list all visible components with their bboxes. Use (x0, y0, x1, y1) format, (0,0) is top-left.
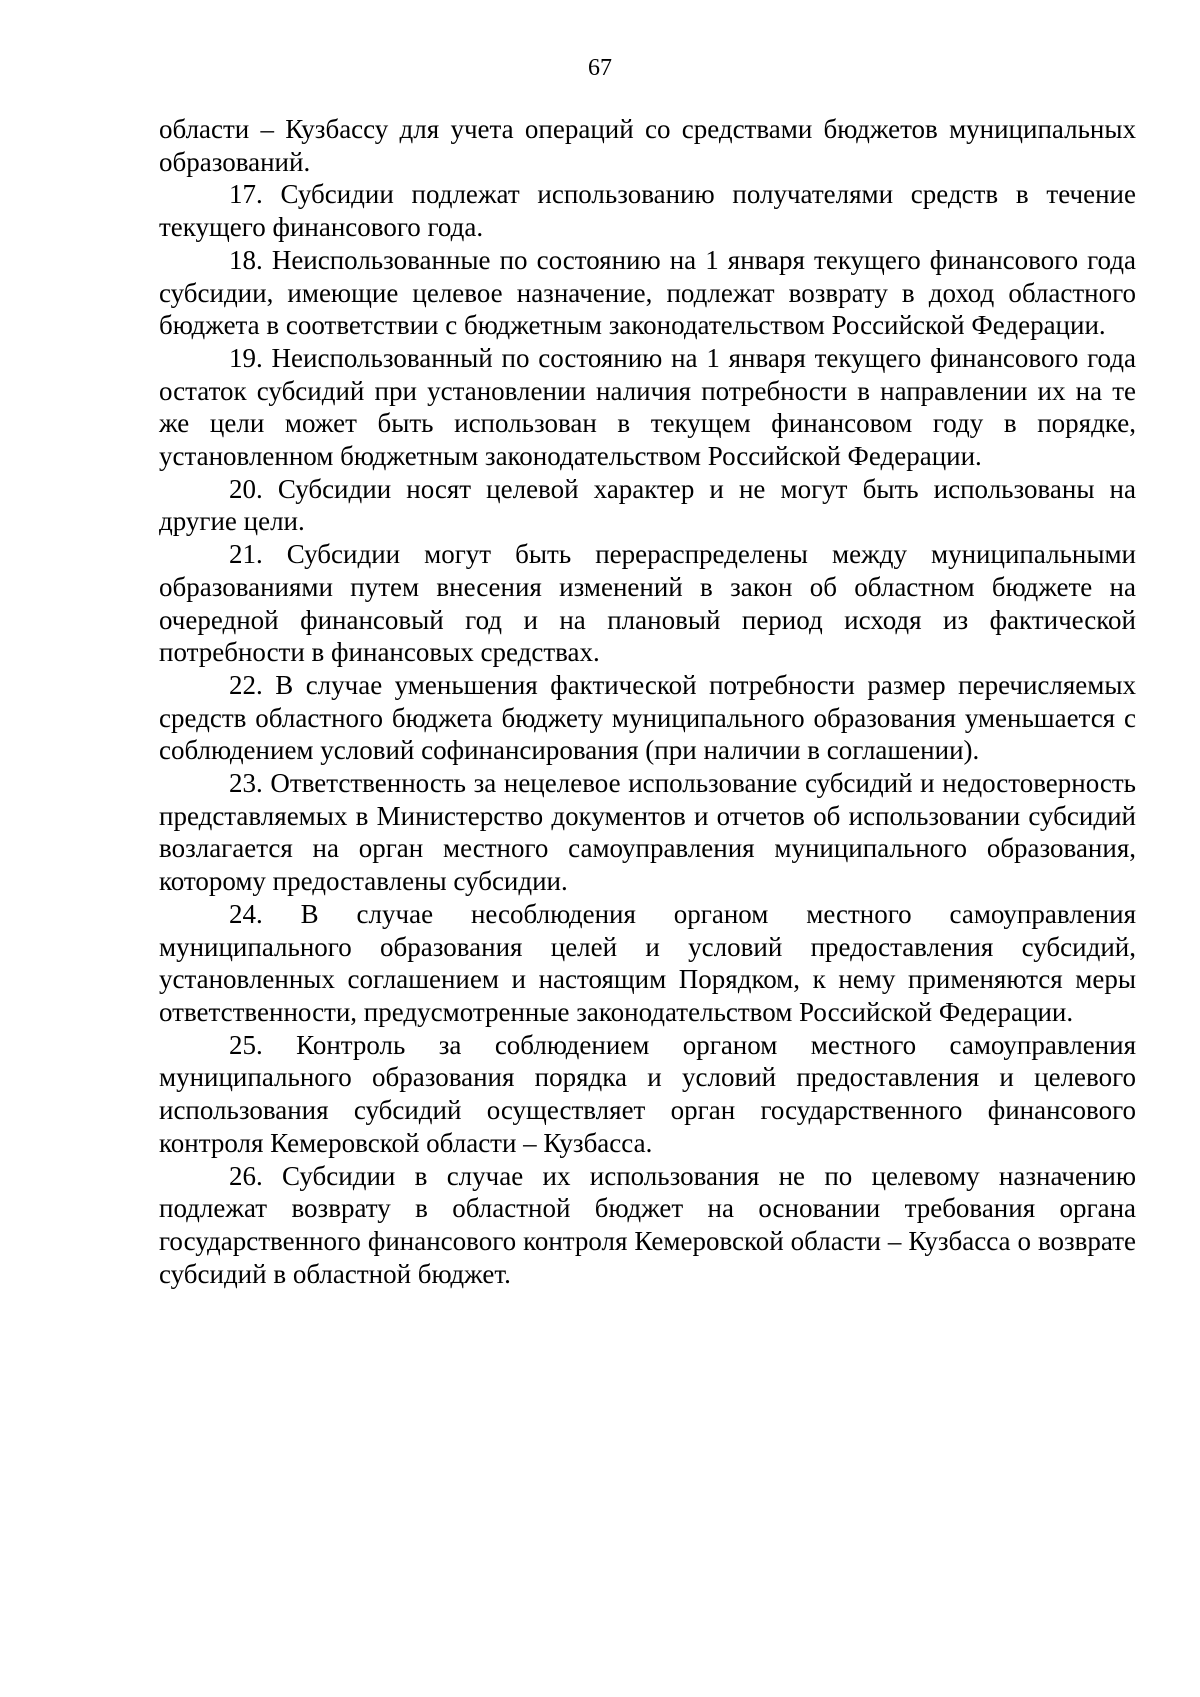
paragraph-17: 17. Субсидии подлежат использованию получателями средств в течение текущего финансового года. (159, 179, 1136, 243)
paragraph-18: 18. Неиспользованные по состоянию на 1 января текущего финансового года субсидии, имеющие целевое назначение, подлежат возврату в доход областного бюджета в соответствии с бюджетным законодательством Российской Федерации. (159, 244, 1136, 341)
paragraph-continuation: области – Кузбассу для учета операций со средствами бюджетов муниципальных образований. (159, 114, 1136, 177)
paragraph-26: 26. Субсидии в случае их использования не по целевому назначению подлежат возврату в областной бюджет на основании требования органа государственного финансового контроля Кемеровской области – Кузбасса о возврате субсидий в областной бюджет. (159, 1160, 1136, 1289)
paragraph-19: 19. Неиспользованный по состоянию на 1 января текущего финансового года остаток субсидий при установлении наличия потребности в направлении их на те же цели может быть использован в текущем финансовом году в порядке, установленном бюджетным законодательством Российской Федерации. (159, 342, 1136, 472)
paragraph-25: 25. Контроль за соблюдением органом местного самоуправления муниципального образования порядка и условий предоставления и целевого использования субсидий осуществляет орган государственного финансового контроля Кемеровской области – Кузбасса. (159, 1029, 1136, 1158)
paragraph-20: 20. Субсидии носят целевой характер и не могут быть использованы на другие цели. (159, 473, 1136, 537)
paragraph-21: 21. Субсидии могут быть перераспределены между муниципальными образованиями путем внесения изменений в закон об областном бюджете на очередной финансовый год и на плановый период исходя из фактической потребности в финансовых средствах. (159, 539, 1136, 668)
paragraph-23: 23. Ответственность за нецелевое использование субсидий и недостоверность представляемых в Министерство документов и отчетов об использовании субсидий возлагается на орган местного самоуправления муниципального образования, которому предоставлены субсидии. (159, 768, 1136, 897)
paragraph-24: 24. В случае несоблюдения органом местного самоуправления муниципального образования целей и условий предоставления субсидий, установленных соглашением и настоящим Порядком, к нему применяются меры ответственности, предусмотренные законодательством Российской Федерации. (159, 898, 1136, 1027)
document-body (159, 113, 1136, 1290)
paragraph-22: 22. В случае уменьшения фактической потребности размер перечисляемых средств областного бюджета бюджету муниципального образования уменьшается с соблюдением условий софинансирования (при наличии в соглашении). (159, 669, 1136, 766)
page-number: 67 (588, 55, 612, 81)
